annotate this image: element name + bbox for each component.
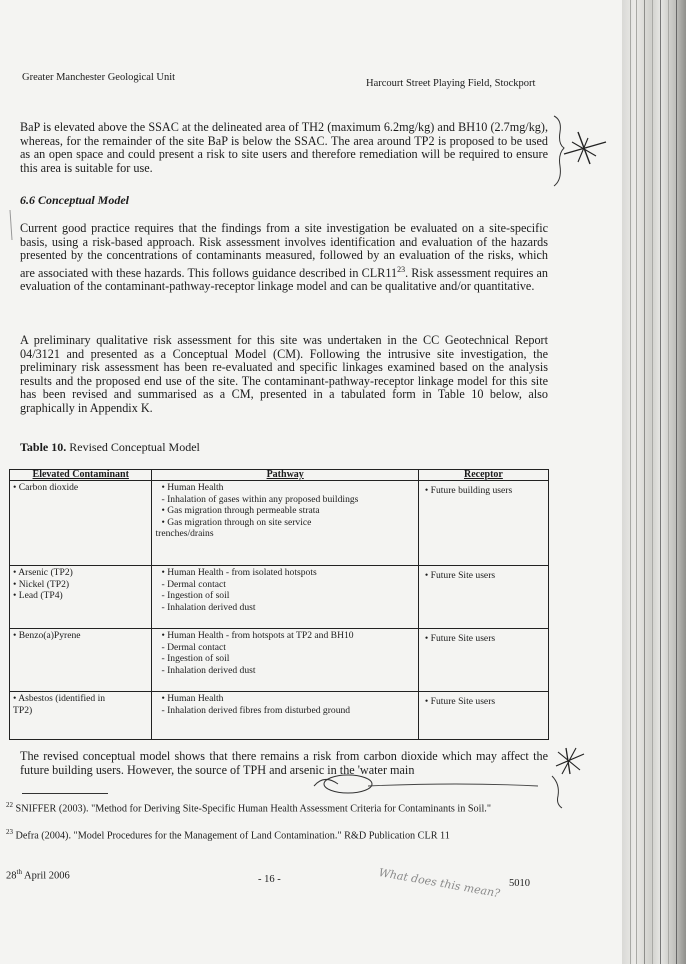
pathway-line: • Human Health [161,482,224,493]
table-row [10,481,549,566]
cell-pathway [152,692,418,740]
section-heading: 6.6 Conceptual Model [20,193,130,207]
footnote-23: $^{23}$ Defra (2004). "Model Procedures for the Management of Land Contamination." R&D Publication CLR 11 [6,828,450,842]
pathway-line: - Ingestion of soil [161,653,230,665]
table-caption: Table 10. Revised Conceptual Model [20,440,200,454]
handwritten-note: What does this mean? [377,866,501,901]
pathway-line: - Dermal contact [161,578,226,590]
margin-mark-left [0,200,20,260]
cell-contaminant [10,629,152,692]
table-header-row [10,470,549,481]
header-pathway: Pathway [152,470,418,481]
header-receptor: Receptor [418,470,548,481]
cell-receptor: • Future Site users [418,566,548,629]
footnote-divider [22,793,108,794]
pathway-line: • Human Health - from hotspots at TP2 and BH10 [161,630,354,641]
footnote-22: $^{22}$ SNIFFER (2003). "Method for Deriving Site-Specific Human Health Assessment Criteria for Contaminants in Soil." [6,801,492,815]
pathway-line: - Inhalation derived dust [161,601,256,613]
pathway-line: - Inhalation of gases within any proposed buildings [161,493,359,505]
contaminant-line: • Arsenic (TP2) [13,567,73,578]
underline-annotation [308,764,568,804]
pathway-line: - Inhalation derived dust [161,664,256,676]
table-row [10,629,549,692]
pathway-line: • Human Health - from isolated hotspots [161,567,317,578]
footer-document-number: 5010 [509,878,530,889]
contaminant-line: TP2) [13,704,33,716]
cell-receptor: • Future Site users [418,692,548,740]
cell-contaminant [10,566,152,629]
cell-pathway [152,629,418,692]
pathway-line: - Dermal contact [161,641,226,653]
pathway-line: • Human Health [161,693,224,704]
table-row [10,692,549,740]
contaminant-line: • Carbon dioxide [13,482,79,493]
pathway-line: • Gas migration through permeable strata [161,505,320,517]
conceptual-model-paragraph-2: A preliminary qualitative risk assessment for this site was undertaken in the CC Geotechnical Report 04/3121 and presented as a Conceptual Model (CM). Following the intrusive site investigation, the preliminary risk assessment has been re-evaluated and specific linkages examined based on the analysis results and the proposed end use of the site. The contaminant-pathway-receptor linkage model for this site has been revised and summarised as a CM, presented in a tabulated form in Table 10 below, also graphically in Appendix K. [20,333,548,415]
book-page-edges [622,0,686,964]
conceptual-model-paragraph-1: Current good practice requires that the findings from a site investigation be evaluated on a site-specific basis, using a risk-based approach. Risk assessment involves identification and evaluation of the hazards presented by the concentrations of contaminants measured, followed by an evaluation of the risks, which are associated with these hazards. This follows guidance described in $CLR11^{23}$. Risk assessment requires an evaluation of the contaminant-pathway-receptor linkage model and can be qualitative and/or quantitative. [20,221,548,294]
contaminant-line: • Benzo(a)Pyrene [13,630,81,641]
cell-receptor: • Future Site users [418,629,548,692]
margin-annotation-star-top [548,110,628,200]
cell-pathway [152,481,418,566]
contaminant-line: • Asbestos (identified in [13,693,106,704]
footer-date: 28th April 2006 [6,868,70,882]
cell-pathway [152,566,418,629]
pathway-line: • Gas migration through on site service [161,516,312,528]
intro-paragraph: BaP is elevated above the SSAC at the delineated area of TH2 (maximum 6.2mg/kg) and BH10 (2.7mg/kg), whereas, for the remainder of the site BaP is below the SSAC. The area around TP2 is proposed to be used as an open space and could present a risk to site users and therefore remediation will be required to ensure this area is suitable for use. [20,120,548,175]
pathway-line: trenches/drains [155,528,214,540]
cell-receptor: • Future building users [418,481,548,566]
pathway-line: - Inhalation derived fibres from disturbed ground [161,704,351,716]
closing-paragraph: The revised conceptual model shows that there remains a risk from carbon dioxide which may affect the future building users. However, the source of TPH and arsenic in the 'water main [20,749,548,777]
header-site-name: Harcourt Street Playing Field, Stockport [366,78,536,89]
header-organisation: Greater Manchester Geological Unit [22,72,176,83]
table-row [10,566,549,629]
contaminant-line: • Lead (TP4) [13,590,63,602]
conceptual-model-table [9,469,549,740]
footer-page-number: - 16 - [258,874,281,885]
cell-contaminant [10,481,152,566]
pathway-line: - Ingestion of soil [161,590,230,602]
contaminant-line: • Nickel (TP2) [13,578,70,590]
header-elevated-contaminant: Elevated Contaminant [10,470,152,481]
cell-contaminant [10,692,152,740]
